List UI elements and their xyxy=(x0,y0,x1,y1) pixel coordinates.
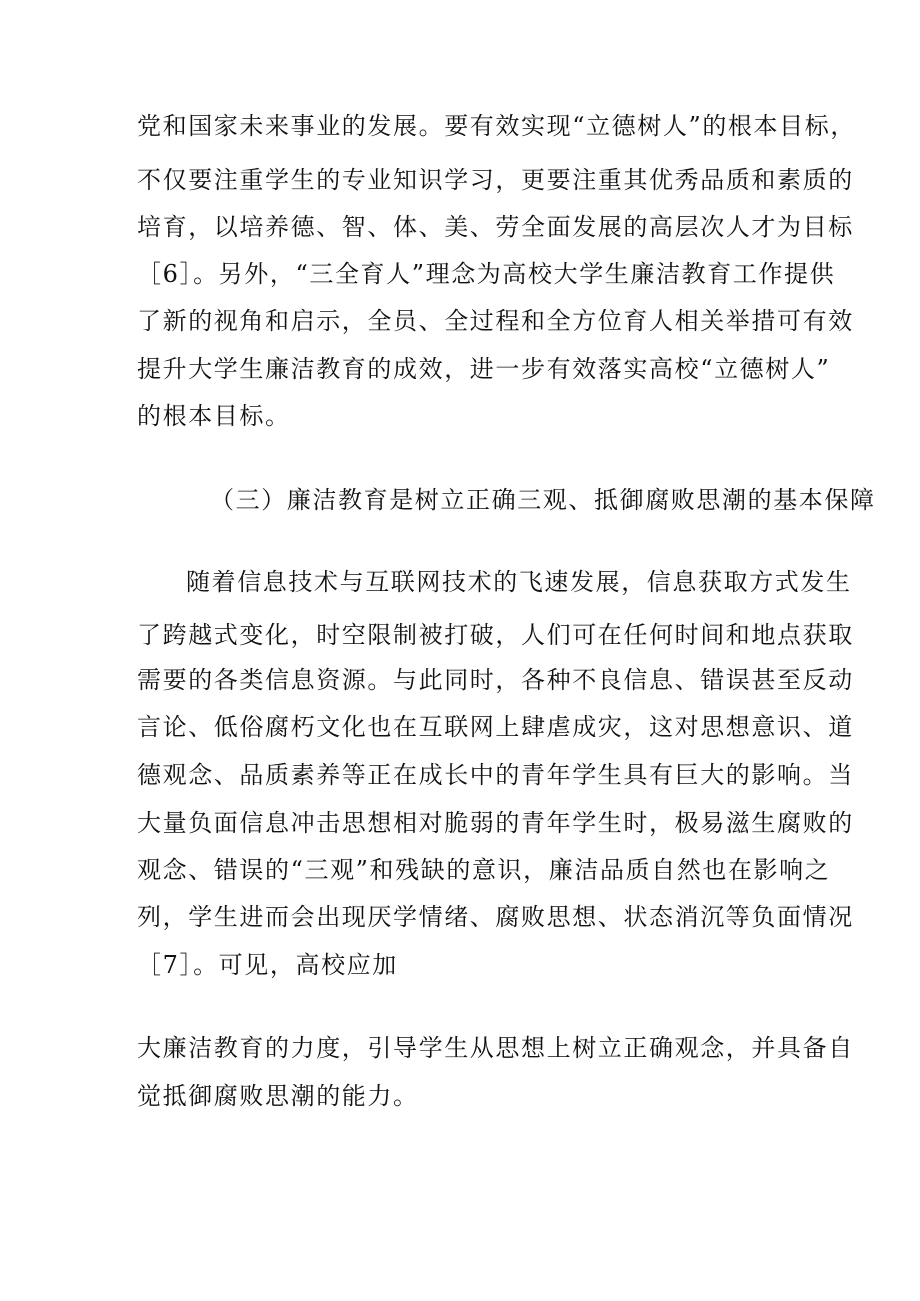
paragraph-1-line: 不仅要注重学生的专业知识学习，更要注重其优秀品质和素质的 xyxy=(137,166,854,194)
section-heading: （三）廉洁教育是树立正确三观、抵御腐败思潮的基本保障 xyxy=(210,486,876,514)
paragraph-3-line: 大廉洁教育的力度，引导学生从思想上树立正确观念，并具备自 xyxy=(137,1034,854,1062)
paragraph-2-line: 随着信息技术与互联网技术的飞速发展，信息获取方式发生 xyxy=(186,568,852,596)
paragraph-2-line: 了跨越式变化，时空限制被打破，人们可在任何时间和地点获取 xyxy=(137,621,854,649)
paragraph-2-line: 观念、错误的“三观”和残缺的意识，廉洁品质自然也在影响之 xyxy=(137,856,831,884)
paragraph-1-line: 提升大学生廉洁教育的成效，进一步有效落实高校“立德树人” xyxy=(137,355,831,383)
paragraph-1-line: 了新的视角和启示，全员、全过程和全方位育人相关举措可有效 xyxy=(137,307,854,335)
paragraph-1-line: 培育，以培养德、智、体、美、劳全面发展的高层次人才为目标 xyxy=(137,213,854,241)
paragraph-2-line: 言论、低俗腐朽文化也在互联网上肆虐成灾，这对思想意识、道 xyxy=(137,713,854,741)
paragraph-1-line: 的根本目标。 xyxy=(137,402,291,430)
paragraph-2-line: 德观念、品质素养等正在成长中的青年学生具有巨大的影响。当 xyxy=(137,761,854,789)
paragraph-2-line: 需要的各类信息资源。与此同时，各种不良信息、错误甚至反动 xyxy=(137,666,854,694)
paragraph-2-line: 列，学生进而会出现厌学情绪、腐败思想、状态消沉等负面情况 xyxy=(137,903,854,931)
paragraph-1-line: ［6］。另外，“三全育人”理念为高校大学生廉洁教育工作提供 xyxy=(137,260,836,288)
paragraph-1-line: 党和国家未来事业的发展。要有效实现“立德树人”的根本目标， xyxy=(137,112,856,140)
paragraph-2-line: 大量负面信息冲击思想相对脆弱的青年学生时，极易滋生腐败的 xyxy=(137,809,854,837)
paragraph-2-line: ［7］。可见，高校应加 xyxy=(137,951,398,979)
paragraph-3-line: 觉抵御腐败思潮的能力。 xyxy=(137,1082,419,1110)
